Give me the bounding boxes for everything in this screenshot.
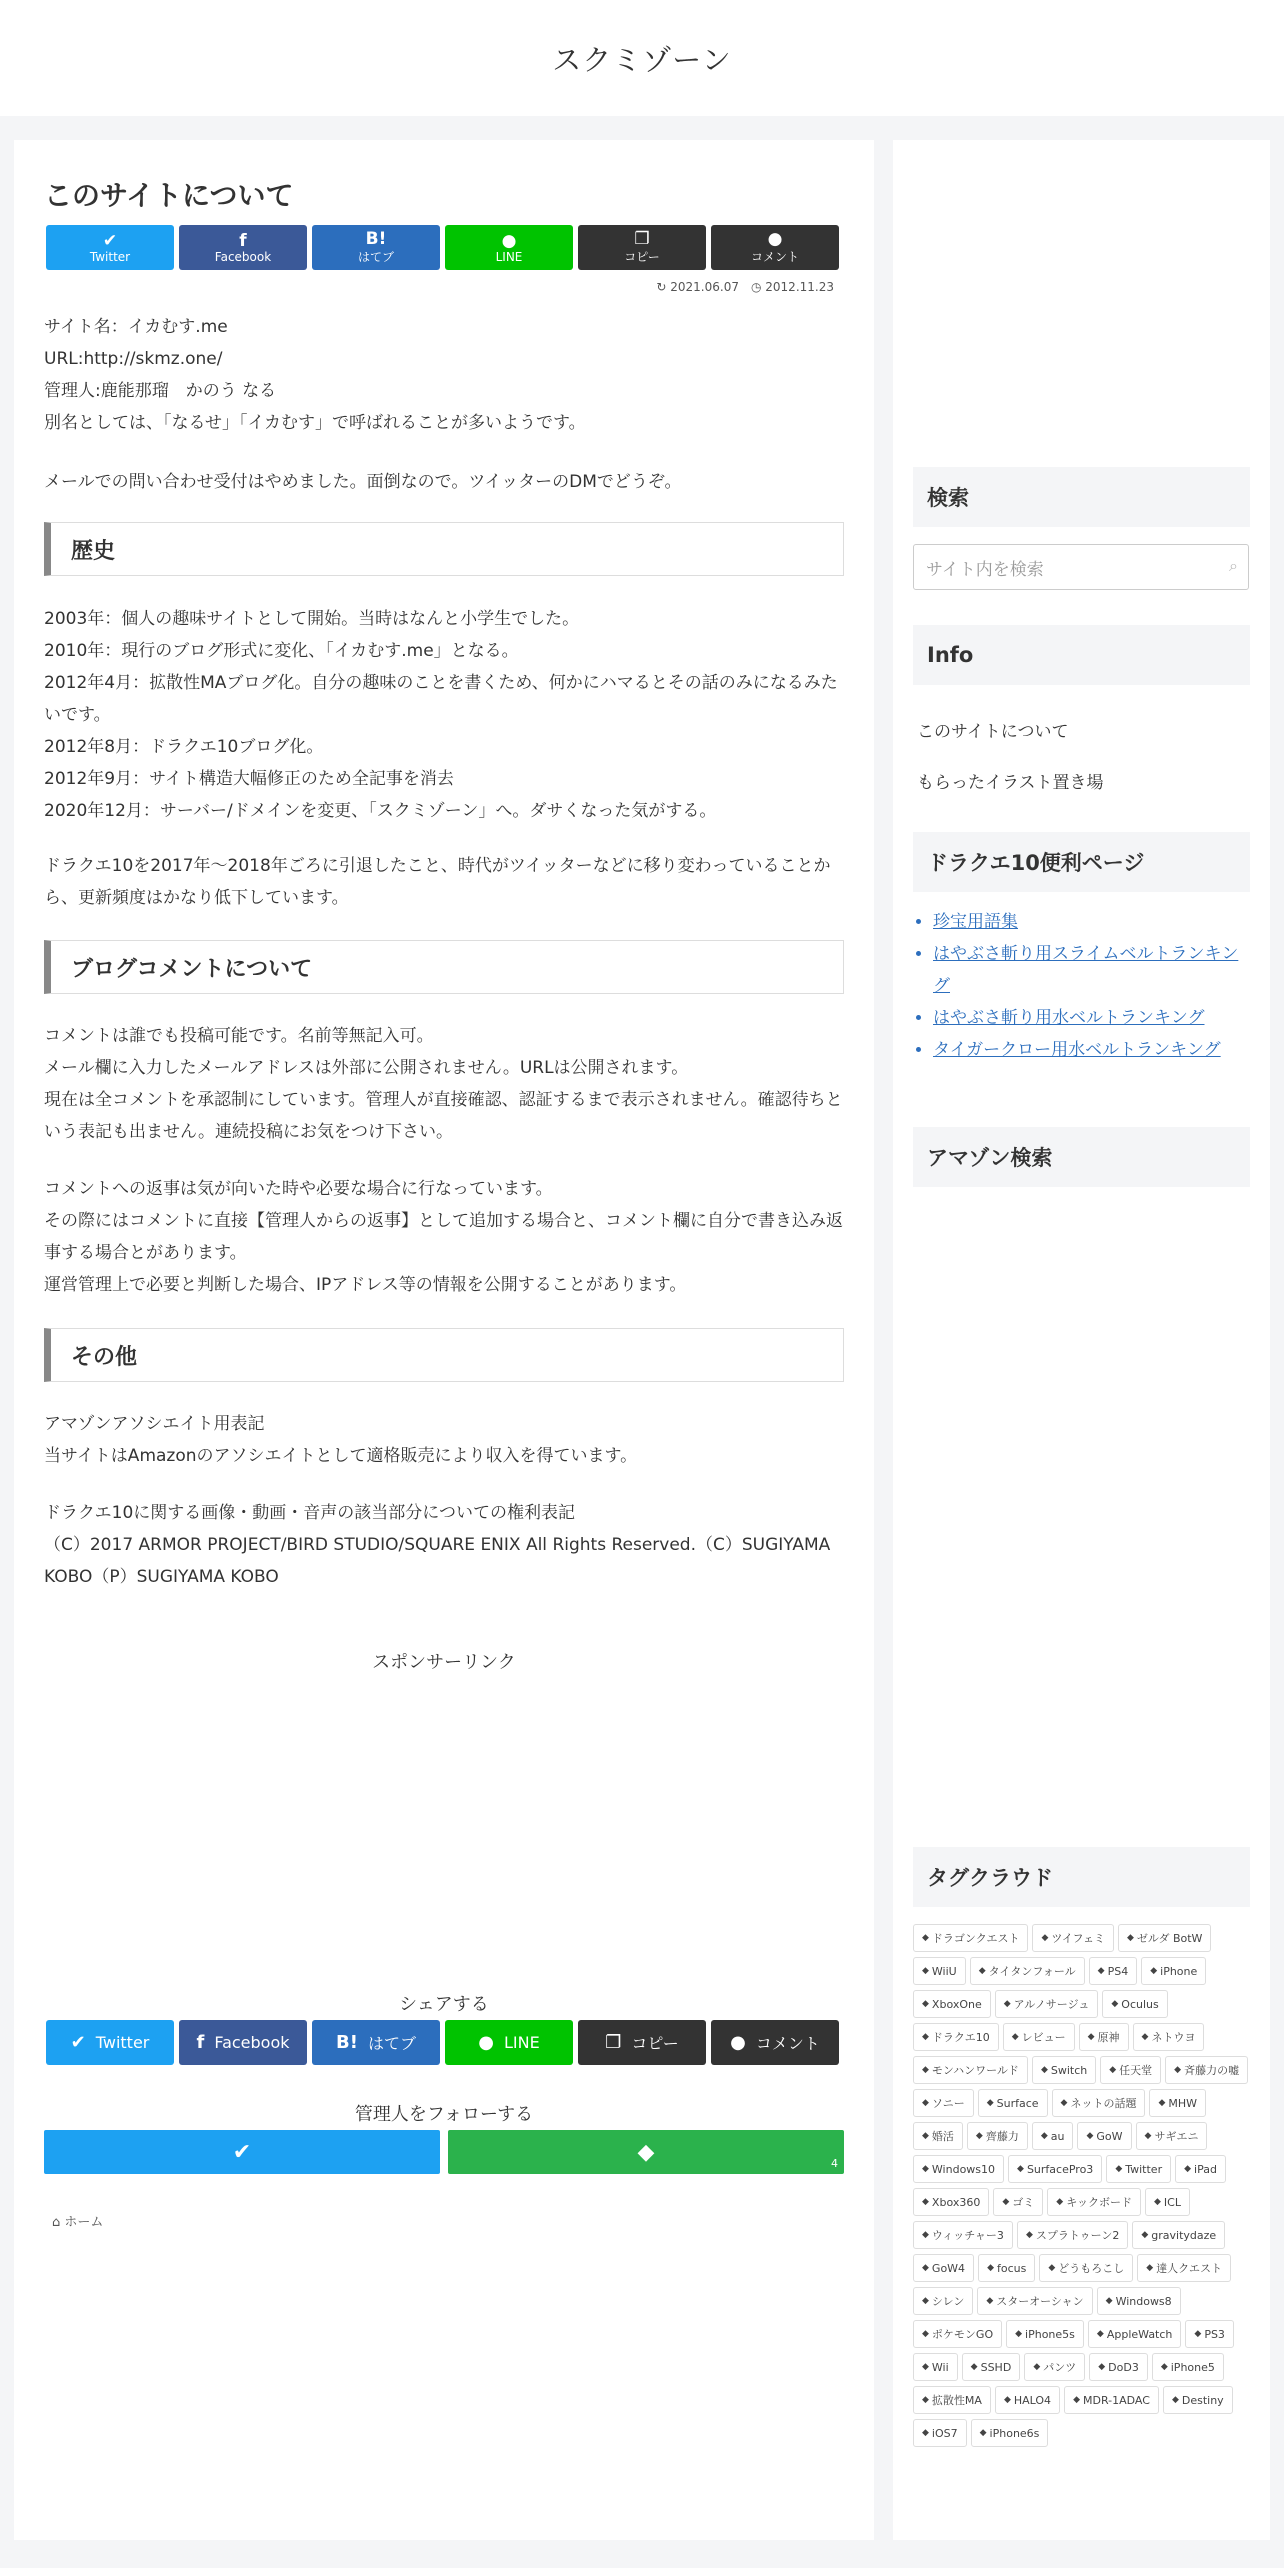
twitter-icon: ✔ bbox=[102, 230, 118, 251]
share-hatena-button[interactable] bbox=[312, 2020, 440, 2065]
facebook-icon: f bbox=[196, 2031, 205, 2053]
tag-label: au bbox=[1050, 2129, 1065, 2143]
share-label: Facebook bbox=[214, 2033, 290, 2052]
tag-icon: ◆ bbox=[1040, 2131, 1048, 2141]
tag-label: SSHD bbox=[980, 2360, 1012, 2374]
section-heading-history: 歴史 bbox=[44, 522, 844, 576]
comments-line: メール欄に入力したメールアドレスは外部に公開されません。URLは公開されます。 bbox=[44, 1058, 689, 1078]
tag-icon: ◆ bbox=[1098, 2362, 1106, 2372]
tag-label: Wii bbox=[931, 2360, 949, 2374]
main-content bbox=[14, 140, 874, 2540]
tag-link[interactable] bbox=[1106, 2155, 1171, 2183]
tag-icon: ◆ bbox=[986, 2098, 994, 2108]
tag-label: サギエニ bbox=[1154, 2130, 1199, 2143]
tag-icon: ◆ bbox=[922, 2032, 929, 2042]
tag-label: パンツ bbox=[1043, 2361, 1077, 2374]
dq-link[interactable]: はやぶさ斬り用水ベルトランキング bbox=[933, 1008, 1205, 1028]
tag-cloud bbox=[913, 1924, 1253, 2447]
tag-link[interactable] bbox=[1136, 2122, 1208, 2150]
tag-icon: ◆ bbox=[987, 2263, 994, 2273]
tag-label: Destiny bbox=[1181, 2393, 1224, 2407]
tag-label: 齊藤力 bbox=[985, 2130, 1019, 2143]
tag-link[interactable] bbox=[913, 2254, 974, 2282]
tag-label: ネットの話題 bbox=[1070, 2097, 1137, 2110]
tag-icon: ◆ bbox=[1105, 2296, 1113, 2306]
tag-label: gravitydaze bbox=[1151, 2228, 1217, 2242]
tag-link[interactable] bbox=[1032, 2056, 1096, 2084]
tag-link[interactable] bbox=[913, 2320, 1002, 2348]
tag-link[interactable] bbox=[1145, 2188, 1190, 2216]
tag-icon: ◆ bbox=[1003, 1999, 1011, 2009]
tag-link[interactable] bbox=[1175, 2155, 1226, 2183]
tag-link[interactable] bbox=[1032, 2122, 1074, 2150]
tag-label: 婚活 bbox=[931, 2130, 954, 2143]
history-line: 2012年8月：ドラクエ10ブログ化。 bbox=[44, 737, 324, 757]
feedly-count: 4 bbox=[831, 2157, 838, 2170]
tag-icon: ◆ bbox=[975, 2131, 983, 2141]
tag-icon: ◆ bbox=[1011, 2032, 1019, 2042]
tag-link[interactable] bbox=[913, 2287, 973, 2315]
facebook-icon: f bbox=[239, 230, 247, 251]
tag-label: iOS7 bbox=[931, 2426, 958, 2440]
share-twitter-button[interactable] bbox=[46, 2020, 174, 2065]
tag-label: レビュー bbox=[1021, 2031, 1066, 2044]
tag-icon: ◆ bbox=[1144, 2131, 1152, 2141]
info-link-illustrations[interactable]: もらったイラスト置き場 bbox=[917, 773, 1104, 793]
tag-link[interactable] bbox=[1102, 1990, 1167, 2018]
tag-label: 斉藤力の嘘 bbox=[1184, 2064, 1240, 2077]
tag-link[interactable] bbox=[995, 2386, 1060, 2414]
tag-label: 任天堂 bbox=[1119, 2064, 1153, 2077]
tag-link[interactable] bbox=[913, 2353, 958, 2381]
intro-line: 別名としては、「なるせ」「イカむす」で呼ばれることが多いようです。 bbox=[44, 413, 586, 433]
share-label: シェアする bbox=[399, 1994, 489, 2015]
share-comment-button[interactable] bbox=[711, 225, 839, 270]
tag-label: Xbox360 bbox=[931, 2195, 981, 2209]
twitter-icon: ✔ bbox=[232, 2139, 252, 2165]
share-buttons-top bbox=[46, 225, 839, 270]
tag-label: シレン bbox=[931, 2295, 965, 2308]
post-dates bbox=[656, 280, 834, 294]
share-buttons-bottom bbox=[46, 2020, 839, 2065]
tag-icon: ◆ bbox=[1160, 2362, 1168, 2372]
tag-link[interactable] bbox=[913, 1957, 966, 1985]
sidebar bbox=[893, 140, 1270, 2540]
hatena-icon: B! bbox=[365, 229, 387, 249]
tag-icon: ◆ bbox=[922, 1933, 929, 1943]
tag-icon: ◆ bbox=[1153, 2197, 1161, 2207]
comments-line: その際にはコメントに直接【管理人からの返事】として追加する場合と、コメント欄に自分で書き込み返事する場合とがあります。 bbox=[44, 1211, 843, 1263]
tag-link[interactable] bbox=[1163, 2386, 1233, 2414]
refresh-icon: ↻ bbox=[656, 280, 671, 294]
tag-icon: ◆ bbox=[1194, 2329, 1202, 2339]
tag-label: 拡散性MA bbox=[931, 2394, 982, 2407]
copy-icon: ❐ bbox=[634, 229, 650, 249]
tag-icon: ◆ bbox=[922, 2296, 929, 2306]
tag-link[interactable] bbox=[913, 2419, 967, 2447]
tag-icon: ◆ bbox=[1087, 2032, 1095, 2042]
tag-label: iPhone6s bbox=[989, 2426, 1040, 2440]
tag-label: ネトウヨ bbox=[1151, 2031, 1196, 2044]
dq-link[interactable]: はやぶさ斬り用スライムベルトランキング bbox=[933, 944, 1239, 996]
site-header bbox=[0, 0, 1284, 116]
share-line-button[interactable] bbox=[445, 2020, 573, 2065]
tag-label: focus bbox=[996, 2261, 1027, 2275]
tag-link[interactable] bbox=[1077, 2122, 1131, 2150]
tag-label: 原神 bbox=[1097, 2031, 1120, 2044]
tag-icon: ◆ bbox=[1150, 1966, 1158, 1976]
tag-label: Oculus bbox=[1121, 1997, 1159, 2011]
tag-link[interactable] bbox=[1088, 2320, 1181, 2348]
tag-link[interactable] bbox=[913, 2221, 1013, 2249]
tag-link[interactable] bbox=[913, 1924, 1028, 1952]
tag-label: ポケモンGO bbox=[931, 2328, 994, 2341]
tag-link[interactable] bbox=[1008, 2155, 1102, 2183]
comment-icon: ● bbox=[767, 229, 783, 249]
tag-icon: ◆ bbox=[1073, 2395, 1080, 2405]
tag-label: ドラゴンクエスト bbox=[931, 1932, 1020, 1945]
tag-link[interactable] bbox=[1152, 2353, 1224, 2381]
published-date: ◷ 2012.11.23 bbox=[750, 280, 834, 294]
tag-icon: ◆ bbox=[1109, 2065, 1117, 2075]
comment-icon: ● bbox=[730, 2031, 746, 2053]
follow-buttons bbox=[44, 2130, 844, 2174]
tag-icon: ◆ bbox=[1141, 2230, 1149, 2240]
intro-block bbox=[44, 311, 854, 439]
tag-link[interactable] bbox=[1118, 1924, 1211, 1952]
tag-icon: ◆ bbox=[922, 1999, 929, 2009]
tag-label: iPhone bbox=[1160, 1964, 1198, 1978]
tag-icon: ◆ bbox=[922, 2065, 929, 2075]
tag-label: ドラクエ10 bbox=[931, 2031, 990, 2044]
tag-icon: ◆ bbox=[1111, 1999, 1119, 2009]
share-copy-button[interactable] bbox=[578, 225, 706, 270]
comments-line: 現在は全コメントを承認制にしています。管理人が直接確認、認証するまで表示されません。確認待ちという表記も出ません。連続投稿にお気をつけ下さい。 bbox=[44, 1090, 843, 1142]
other-block bbox=[44, 1408, 854, 1472]
tag-label: ゼルダ BotW bbox=[1136, 1932, 1203, 1945]
tag-icon: ◆ bbox=[922, 2164, 929, 2174]
follow-twitter-button[interactable] bbox=[44, 2130, 440, 2174]
tag-label: Windows8 bbox=[1115, 2294, 1172, 2308]
section-heading-comments: ブログコメントについて bbox=[44, 940, 844, 994]
tag-link[interactable] bbox=[967, 2122, 1028, 2150]
tag-icon: ◆ bbox=[922, 2131, 929, 2141]
share-twitter-button[interactable] bbox=[46, 225, 174, 270]
tag-link[interactable] bbox=[913, 2023, 999, 2051]
tag-icon: ◆ bbox=[978, 1966, 986, 1976]
twitter-icon: ✔ bbox=[70, 2031, 86, 2053]
search-input[interactable] bbox=[913, 544, 1249, 590]
tag-icon: ◆ bbox=[1056, 2197, 1064, 2207]
tag-link[interactable] bbox=[1052, 2089, 1146, 2117]
section-heading-other: その他 bbox=[44, 1328, 844, 1382]
share-label: Twitter bbox=[95, 2033, 150, 2052]
breadcrumb-home-link[interactable]: ホーム bbox=[64, 2215, 104, 2230]
tag-label: スプラトゥーン2 bbox=[1035, 2229, 1120, 2242]
tag-label: Surface bbox=[996, 2096, 1039, 2110]
updated-date: ↻ 2021.06.07 bbox=[656, 280, 739, 294]
amazon-widget-title: アマゾン検索 bbox=[913, 1127, 1250, 1187]
tag-label: どうもろこし bbox=[1058, 2262, 1125, 2275]
tag-icon: ◆ bbox=[922, 2428, 929, 2438]
tag-icon: ◆ bbox=[1060, 2098, 1068, 2108]
tag-link[interactable] bbox=[977, 2287, 1092, 2315]
share-facebook-button[interactable] bbox=[179, 2020, 307, 2065]
tag-icon: ◆ bbox=[1002, 2197, 1010, 2207]
tag-link[interactable] bbox=[995, 1990, 1099, 2018]
tag-icon: ◆ bbox=[922, 2230, 929, 2240]
tag-icon: ◆ bbox=[922, 2362, 929, 2372]
tag-label: スターオーシャン bbox=[996, 2295, 1084, 2308]
tag-icon: ◆ bbox=[1171, 2395, 1179, 2405]
list-item bbox=[933, 1034, 1253, 1066]
share-label: はてブ bbox=[357, 250, 394, 264]
info-widget-title: Info bbox=[913, 625, 1250, 685]
tag-icon: ◆ bbox=[922, 1966, 929, 1976]
tag-link[interactable] bbox=[1006, 2320, 1084, 2348]
tag-icon: ◆ bbox=[1086, 2131, 1094, 2141]
tag-icon: ◆ bbox=[1115, 2164, 1123, 2174]
tag-icon: ◆ bbox=[922, 2098, 929, 2108]
tag-link[interactable] bbox=[1003, 2023, 1075, 2051]
tag-link[interactable] bbox=[1137, 2254, 1231, 2282]
tag-label: 達人クエスト bbox=[1156, 2262, 1222, 2275]
tag-icon: ◆ bbox=[922, 2263, 929, 2273]
share-label: LINE bbox=[495, 249, 523, 264]
tag-link[interactable] bbox=[1133, 2023, 1205, 2051]
search-icon[interactable]: ⌕ bbox=[1229, 556, 1238, 575]
copyright-block bbox=[44, 1497, 854, 1593]
tag-label: ツイフェミ bbox=[1051, 1932, 1105, 1945]
history-block bbox=[44, 603, 854, 827]
tag-icon: ◆ bbox=[979, 2428, 987, 2438]
tag-icon: ◆ bbox=[922, 2197, 929, 2207]
list-item bbox=[933, 938, 1253, 1002]
tag-link[interactable] bbox=[1079, 2023, 1129, 2051]
share-label: Facebook bbox=[214, 249, 272, 264]
tag-link[interactable] bbox=[913, 2386, 991, 2414]
tag-link[interactable] bbox=[913, 1990, 991, 2018]
tag-label: PS3 bbox=[1204, 2327, 1225, 2341]
tag-icon: ◆ bbox=[1048, 2263, 1056, 2273]
dq-widget-title: ドラクエ10便利ページ bbox=[913, 832, 1250, 892]
tag-label: Windows10 bbox=[931, 2162, 996, 2176]
tag-label: アルノサージュ bbox=[1013, 1998, 1090, 2011]
share-label: コメント bbox=[750, 250, 799, 264]
tag-label: MHW bbox=[1168, 2096, 1198, 2110]
tag-icon: ◆ bbox=[1041, 1933, 1049, 1943]
intro-line: サイト名：イカむす.me bbox=[44, 317, 228, 337]
tag-label: Switch bbox=[1050, 2063, 1088, 2077]
tag-label: SurfacePro3 bbox=[1026, 2162, 1094, 2176]
tag-link[interactable] bbox=[1039, 2254, 1133, 2282]
tag-label: ゴミ bbox=[1012, 2196, 1035, 2209]
home-icon: ⌂ bbox=[52, 2215, 65, 2230]
tag-icon: ◆ bbox=[1174, 2065, 1182, 2075]
tag-link[interactable] bbox=[993, 2188, 1043, 2216]
tag-label: ウィッチャー3 bbox=[931, 2229, 1004, 2242]
tag-link[interactable] bbox=[1141, 1957, 1206, 1985]
tag-icon: ◆ bbox=[1017, 2164, 1024, 2174]
copyright-line: （C）2017 ARMOR PROJECT/BIRD STUDIO/SQUARE ENIX All Rights Reserved.（C）SUGIYAMA KOBO（P）SUGIYAMA KOBO bbox=[44, 1535, 831, 1587]
tag-label: iPhone5s bbox=[1025, 2327, 1075, 2341]
history-line: 2020年12月：サーバー/ドメインを変更、「スクミゾーン」へ。ダサくなった気がする。 bbox=[44, 801, 717, 821]
tag-label: PS4 bbox=[1107, 1964, 1129, 1978]
tag-link[interactable] bbox=[913, 2122, 963, 2150]
history-line: 2010年：現行のブログ形式に変化、「イカむす.me」となる。 bbox=[44, 641, 519, 661]
tag-link[interactable] bbox=[1165, 2056, 1248, 2084]
line-icon: ● bbox=[501, 230, 517, 251]
search-placeholder: サイト内を検索 bbox=[926, 559, 1044, 580]
tag-link[interactable] bbox=[1017, 2221, 1128, 2249]
history-line: 2012年4月：拡散性MAブログ化。自分の趣味のことを書くため、何かにハマるとその話のみになるみたいです。 bbox=[44, 673, 838, 725]
list-item bbox=[933, 1002, 1253, 1034]
tag-link[interactable] bbox=[971, 2419, 1049, 2447]
tag-link[interactable] bbox=[970, 1957, 1085, 1985]
tag-label: キックボード bbox=[1066, 2196, 1132, 2209]
dq-link[interactable]: タイガークロー用水ベルトランキング bbox=[933, 1040, 1221, 1060]
breadcrumb bbox=[52, 2211, 103, 2230]
share-label: コメント bbox=[755, 2034, 820, 2053]
share-label: LINE bbox=[504, 2033, 540, 2052]
comments-line: コメントへの返事は気が向いた時や必要な場合に行なっています。 bbox=[44, 1179, 553, 1199]
tag-link[interactable] bbox=[1149, 2089, 1206, 2117]
tag-icon: ◆ bbox=[1003, 2395, 1011, 2405]
tag-label: モンハンワールド bbox=[931, 2064, 1019, 2077]
tag-label: iPhone5 bbox=[1170, 2360, 1215, 2374]
tag-icon: ◆ bbox=[1097, 1966, 1105, 1976]
tag-link[interactable] bbox=[913, 2089, 974, 2117]
history-line: 2003年：個人の趣味サイトとして開始。当時はなんと小学生でした。 bbox=[44, 609, 580, 629]
tag-link[interactable] bbox=[1032, 1924, 1114, 1952]
tag-label: タイタンフォール bbox=[988, 1965, 1076, 1978]
tag-icon: ◆ bbox=[1184, 2164, 1192, 2174]
tag-link[interactable] bbox=[1185, 2320, 1234, 2348]
share-line-button[interactable] bbox=[445, 225, 573, 270]
tag-icon: ◆ bbox=[1015, 2329, 1023, 2339]
contact-note: メールでの問い合わせ受付はやめました。面倒なので。ツイッターのDMでどうぞ。 bbox=[44, 472, 682, 492]
line-icon: ● bbox=[478, 2031, 494, 2053]
list-item bbox=[933, 906, 1253, 938]
share-hatena-button[interactable] bbox=[312, 225, 440, 270]
search-widget-title: 検索 bbox=[913, 467, 1250, 527]
tag-label: GoW4 bbox=[931, 2261, 966, 2275]
clock-icon: ◷ bbox=[750, 280, 766, 294]
tag-label: DoD3 bbox=[1108, 2360, 1139, 2374]
tag-link[interactable] bbox=[1097, 2287, 1181, 2315]
comments-line: 運営管理上で必要と判断した場合、IPアドレス等の情報を公開することがあります。 bbox=[44, 1275, 687, 1295]
history-line: 2012年9月：サイト構造大幅修正のため全記事を消去 bbox=[44, 769, 454, 789]
tag-icon: ◆ bbox=[1033, 2362, 1041, 2372]
tag-icon: ◆ bbox=[1146, 2263, 1154, 2273]
tag-icon: ◆ bbox=[922, 2329, 929, 2339]
share-label: はてブ bbox=[367, 2034, 416, 2053]
tag-label: ICL bbox=[1163, 2195, 1181, 2209]
page-title: このサイトについて bbox=[44, 179, 294, 212]
tag-link[interactable] bbox=[1024, 2353, 1085, 2381]
tag-link[interactable] bbox=[1089, 1957, 1138, 1985]
tag-icon: ◆ bbox=[1025, 2230, 1033, 2240]
tag-link[interactable] bbox=[913, 2155, 1004, 2183]
intro-line: 管理人:鹿能那瑠 かのう なる bbox=[44, 381, 277, 401]
tag-label: XboxOne bbox=[931, 1997, 982, 2011]
tag-icon: ◆ bbox=[1141, 2032, 1149, 2042]
share-comment-button[interactable] bbox=[711, 2020, 839, 2065]
share-facebook-button[interactable] bbox=[179, 225, 307, 270]
tag-link[interactable] bbox=[1132, 2221, 1225, 2249]
tag-label: HALO4 bbox=[1013, 2393, 1052, 2407]
tag-link[interactable] bbox=[913, 2188, 989, 2216]
tag-label: iPad bbox=[1194, 2162, 1217, 2176]
tag-icon: ◆ bbox=[1040, 2065, 1048, 2075]
share-label: Twitter bbox=[89, 249, 131, 264]
share-copy-button[interactable] bbox=[578, 2020, 706, 2065]
comments-reply-block bbox=[44, 1173, 854, 1301]
copy-icon: ❐ bbox=[605, 2031, 622, 2053]
info-link-about[interactable]: このサイトについて bbox=[917, 722, 1069, 742]
tag-link[interactable] bbox=[962, 2353, 1021, 2381]
follow-feedly-button[interactable] bbox=[448, 2130, 844, 2174]
comments-block bbox=[44, 1020, 854, 1148]
tag-icon: ◆ bbox=[1096, 2329, 1104, 2339]
dq-link[interactable]: 珍宝用語集 bbox=[933, 912, 1018, 932]
tag-icon: ◆ bbox=[970, 2362, 978, 2372]
history-note: ドラクエ10を2017年～2018年ごろに引退したこと、時代がツイッターなどに移り変わっていることから、更新頻度はかなり低下しています。 bbox=[44, 856, 831, 908]
tag-link[interactable] bbox=[978, 2089, 1048, 2117]
tag-link[interactable] bbox=[913, 2056, 1028, 2084]
tag-label: WiiU bbox=[931, 1964, 957, 1978]
tag-label: ソニー bbox=[931, 2097, 965, 2110]
hatena-icon: B! bbox=[336, 2031, 358, 2053]
tag-label: MDR-1ADAC bbox=[1082, 2393, 1150, 2407]
intro-line: URL:http://skmz.one/ bbox=[44, 349, 223, 369]
tag-link[interactable] bbox=[1047, 2188, 1141, 2216]
tagcloud-widget-title: タグクラウド bbox=[913, 1847, 1250, 1907]
tag-link[interactable] bbox=[1089, 2353, 1148, 2381]
comments-line: コメントは誰でも投稿可能です。名前等無記入可。 bbox=[44, 1026, 434, 1046]
copyright-line: ドラクエ10に関する画像・動画・音声の該当部分についての権利表記 bbox=[44, 1503, 575, 1523]
tag-label: Twitter bbox=[1125, 2162, 1163, 2176]
follow-label: 管理人をフォローする bbox=[354, 2104, 534, 2125]
other-line: 当サイトはAmazonのアソシエイトとして適格販売により収入を得ています。 bbox=[44, 1446, 638, 1466]
tag-label: GoW bbox=[1096, 2129, 1123, 2143]
tag-link[interactable] bbox=[978, 2254, 1035, 2282]
tag-icon: ◆ bbox=[986, 2296, 994, 2306]
tag-icon: ◆ bbox=[1126, 1933, 1134, 1943]
site-title[interactable]: スクミゾーン bbox=[552, 42, 732, 77]
tag-icon: ◆ bbox=[922, 2395, 929, 2405]
tag-icon: ◆ bbox=[1158, 2098, 1166, 2108]
dq-link-list bbox=[933, 906, 1253, 1066]
sponsor-label: スポンサーリンク bbox=[372, 1652, 516, 1673]
tag-label: AppleWatch bbox=[1106, 2327, 1173, 2341]
feedly-icon: ◆ bbox=[637, 2139, 655, 2165]
share-label: コピー bbox=[624, 250, 660, 264]
tag-link[interactable] bbox=[1064, 2386, 1159, 2414]
tag-link[interactable] bbox=[1100, 2056, 1161, 2084]
other-line: アマゾンアソシエイト用表記 bbox=[44, 1414, 265, 1434]
share-label: コピー bbox=[631, 2034, 679, 2053]
